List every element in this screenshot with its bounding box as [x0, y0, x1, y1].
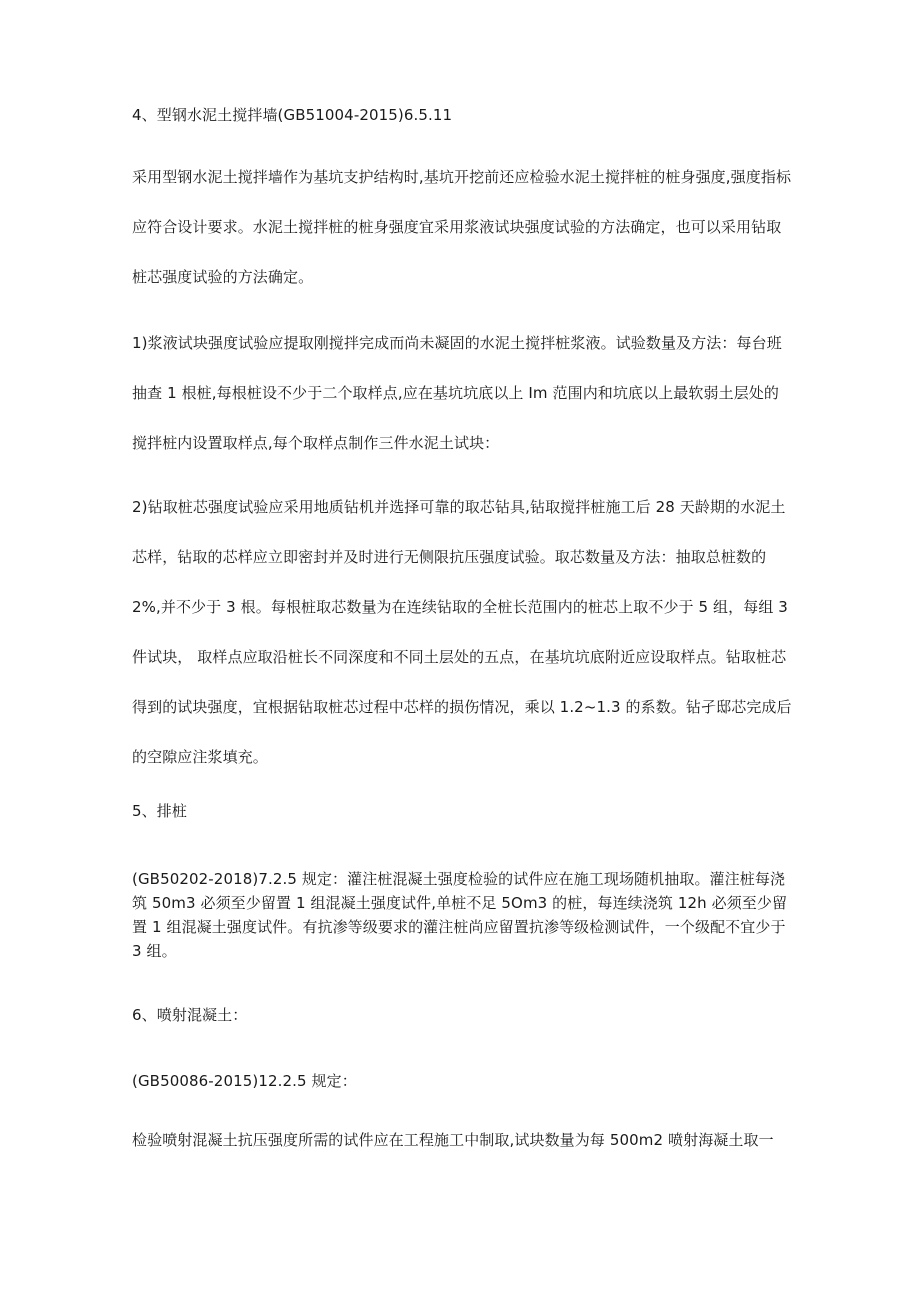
- section-heading-6: 6、喷射混凝土：: [132, 1006, 248, 1024]
- paragraph-4-item-1: 1)浆液试块强度试验应提取刚搅拌完成而尚未凝固的水泥土搅拌桩浆液。试验数量及方法：每台班抽查 1 根桩,每根桩设不少于二个取样点,应在基坑坑底以上 Im 范围内和坑底以上最软弱土层处的搅拌桩内设置取样点,每个取样点制作三件水泥土试块：: [132, 334, 782, 452]
- section-heading-5: 5、排桩: [132, 802, 187, 820]
- paragraph-6-reference: (GB50086-2015)12.2.5 规定：: [132, 1072, 357, 1090]
- section-heading-4: 4、型钢水泥土搅拌墙(GB51004-2015)6.5.11: [132, 106, 453, 124]
- paragraph-4-item-2: 2)钻取桩芯强度试验应采用地质钻机并选择可靠的取芯钻具,钻取搅拌桩施工后 28 天龄期的水泥土芯样，钻取的芯样应立即密封并及时进行无侧限抗压强度试验。取芯数量及方法：抽取总桩数的 2%,并不少于 3 根。每根桩取芯数量为在连续钻取的全桩长范围内的桩芯上取不少于 5 组，每组 3 件试块， 取样点应取沿桩长不同深度和不同土层处的五点，在基坑坑底附近应设取样点。钻取桩芯得到的试块强度，宜根据钻取桩芯过程中芯样的损伤情况，乘以 1.2~1.3 的系数。钻孑邸芯完成后的空隙应注浆填充。: [132, 498, 792, 766]
- paragraph-5: (GB50202-2018)7.2.5 规定：灌注桩混凝土强度检验的试件应在施工现场随机抽取。灌注桩每浇筑 50m3 必须至少留置 1 组混凝土强度试件,单桩不足 5Om3 的桩，每连续浇筑 12h 必须至少留置 1 组混凝土强度试件。有抗渗等级要求的灌注桩尚应留置抗渗等级检测试件，一个级配不宜少于 3 组。: [132, 870, 788, 960]
- paragraph-6-body: 检验喷射混凝土抗压强度所需的试件应在工程施工中制取,试块数量为每 500m2 喷射海凝土取一: [132, 1131, 774, 1149]
- paragraph-4-intro: 采用型钢水泥土搅拌墙作为基坑支护结构时,基坑开挖前还应检验水泥土搅拌桩的桩身强度,强度指标应符合设计要求。水泥土搅拌桩的桩身强度宜采用浆液试块强度试验的方法确定，也可以采用钻取桩芯强度试验的方法确定。: [132, 168, 792, 286]
